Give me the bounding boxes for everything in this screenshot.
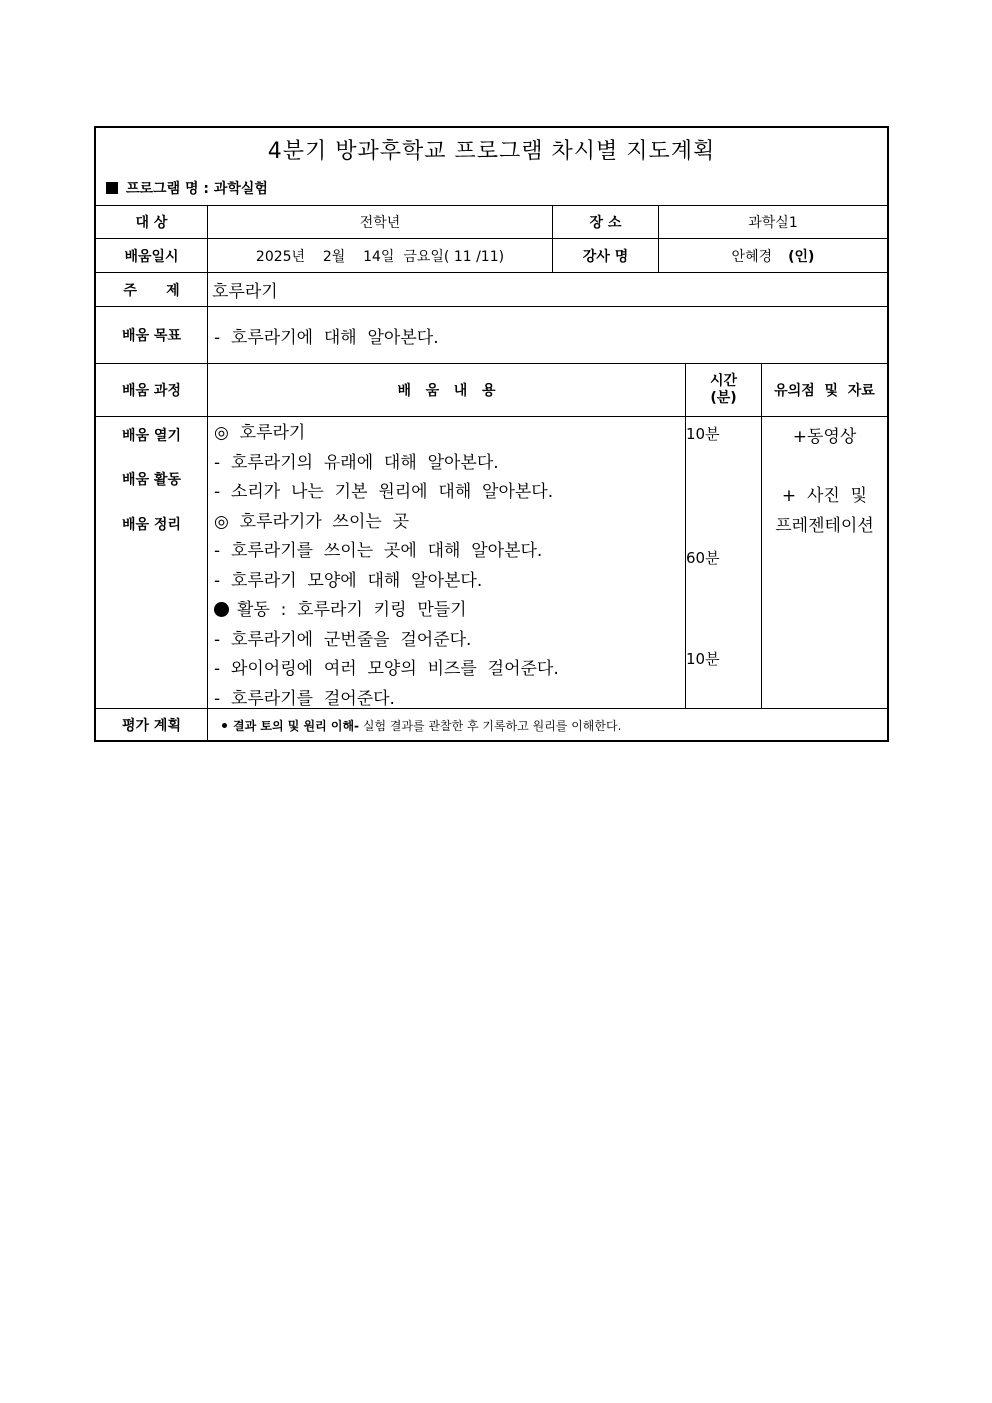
topic-label: 주 제 xyxy=(123,282,180,299)
filled-circle-icon xyxy=(214,602,229,617)
content-line: - 호루라기를 쓰이는 곳에 대해 알아본다. xyxy=(214,541,543,561)
content-line: - 호루라기를 걸어준다. xyxy=(214,688,395,709)
stage-activity: 배움 활동 xyxy=(122,472,181,488)
evaluation-label: 평가 계획 xyxy=(122,718,181,734)
times-cell xyxy=(685,417,761,709)
goal-row xyxy=(96,306,887,363)
time-wrapup: 10분 xyxy=(686,650,720,668)
activity-line-text: 활동 : 호루라기 키링 만들기 xyxy=(237,600,467,620)
material-video: +동영상 xyxy=(792,427,857,447)
process-header-row xyxy=(96,363,887,416)
content-header: 배 움 내 용 xyxy=(207,364,685,416)
stage-open: 배움 열기 xyxy=(122,428,181,444)
bullet-icon xyxy=(222,723,227,728)
evaluation-row xyxy=(96,708,887,741)
content-line: - 호루라기의 유래에 대해 알아본다. xyxy=(214,452,499,473)
goal-label: 배움 목표 xyxy=(122,328,181,344)
time-header-line2: (분) xyxy=(710,390,737,406)
time-activity: 60분 xyxy=(686,549,720,567)
time-header xyxy=(685,364,761,416)
content-line: ◎ 호루라기 xyxy=(214,423,306,443)
place-label: 장 소 xyxy=(552,206,658,238)
program-name-text: 프로그램 명 : 과학실험 xyxy=(126,181,268,197)
content-line: ◎ 호루라기가 쓰이는 곳 xyxy=(214,511,410,532)
process-body-row xyxy=(96,416,887,709)
date-value: 2025년 2월 14일 금요일( 11 /11) xyxy=(207,239,552,272)
process-header: 배움 과정 xyxy=(122,383,181,399)
material-photo: + 사진 및 xyxy=(781,486,868,506)
program-name xyxy=(106,178,268,198)
target-row xyxy=(96,205,887,238)
content-line: - 소리가 나는 기본 원리에 대해 알아본다. xyxy=(214,482,554,502)
teacher-value-cell xyxy=(658,239,887,272)
square-bullet-icon xyxy=(106,182,118,194)
content-line: - 호루라기 모양에 대해 알아본다. xyxy=(214,570,483,591)
teacher-label: 강사 명 xyxy=(552,239,658,272)
evaluation-bold: 결과 토의 및 원리 이해- xyxy=(233,718,360,733)
lesson-plan-document xyxy=(94,126,889,742)
content-line: - 와이어링에 여러 모양의 비즈를 걸어준다. xyxy=(214,659,559,679)
materials-cell xyxy=(761,417,887,709)
target-label: 대 상 xyxy=(135,215,168,231)
evaluation-text: 실험 결과를 관찰한 후 기록하고 원리를 이해한다. xyxy=(359,718,622,733)
content-cell xyxy=(207,417,685,709)
place-value: 과학실1 xyxy=(658,206,887,238)
date-label: 배움일시 xyxy=(124,248,179,265)
teacher-seal: (인) xyxy=(788,248,815,265)
stages-cell xyxy=(96,417,207,709)
activity-line xyxy=(214,596,559,626)
target-value: 전학년 xyxy=(207,206,552,238)
topic-row xyxy=(96,272,887,306)
material-presentation: 프레젠테이션 xyxy=(775,516,874,536)
material-header: 유의점 및 자료 xyxy=(761,364,887,416)
time-open: 10분 xyxy=(686,425,720,443)
content-line: - 호루라기에 군번줄을 걸어준다. xyxy=(214,629,472,650)
date-row xyxy=(96,238,887,272)
document-title: 4분기 방과후학교 프로그램 차시별 지도계획 xyxy=(267,139,716,164)
teacher-name: 안혜경 xyxy=(731,248,773,265)
content-lines xyxy=(214,419,559,714)
time-header-line1: 시간 xyxy=(709,373,738,389)
goal-value: - 호루라기에 대해 알아본다. xyxy=(207,307,887,363)
stage-wrapup: 배움 정리 xyxy=(122,517,181,533)
evaluation-value xyxy=(207,709,887,741)
topic-value: 호루라기 xyxy=(207,273,887,306)
